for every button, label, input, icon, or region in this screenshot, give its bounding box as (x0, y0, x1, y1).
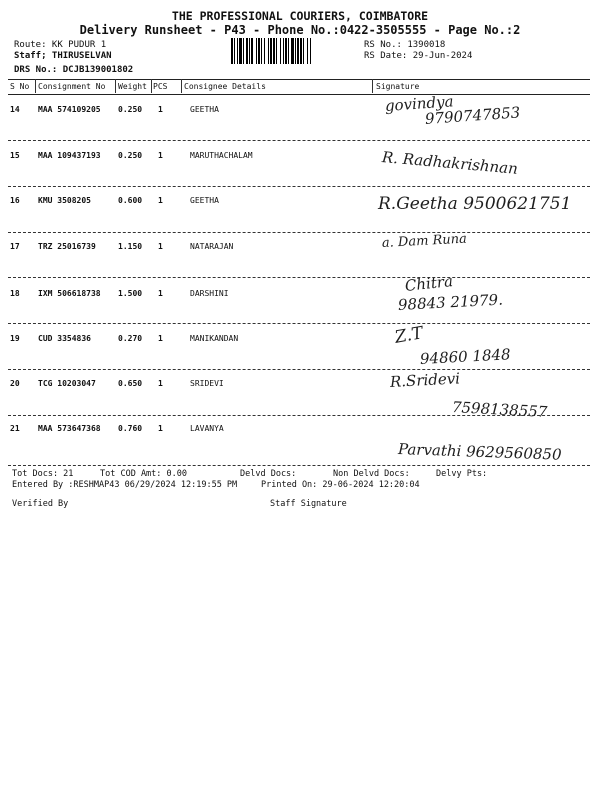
row-consignment: MAA 574109205 (38, 105, 101, 114)
row-sno: 15 (10, 151, 20, 160)
rs-number: RS No.: 1390018 (364, 40, 446, 50)
route-label: Route: KK PUDUR 1 (14, 40, 107, 50)
row-separator (8, 415, 590, 416)
row-weight: 1.500 (118, 289, 143, 298)
signature: govindya (384, 92, 455, 115)
row-consignee: DARSHINI (190, 289, 229, 298)
row-pcs: 1 (158, 379, 163, 388)
row-weight: 0.760 (118, 424, 143, 433)
row-separator (8, 186, 590, 187)
signature: Parvathi 9629560850 (397, 440, 562, 464)
row-separator (8, 323, 590, 324)
row-pcs: 1 (158, 289, 163, 298)
row-consignee: GEETHA (190, 105, 219, 114)
col-divider (372, 79, 373, 93)
row-consignment: TCG 10203047 (38, 379, 96, 388)
delivery-points: Delvy Pts: (436, 469, 488, 479)
total-cod-amount: Tot COD Amt: 0.00 (100, 469, 187, 479)
row-sno: 20 (10, 379, 20, 388)
signature-phone: 7598138557 (451, 398, 548, 421)
col-divider (151, 79, 152, 93)
signature: R.Sridevi (389, 369, 461, 391)
col-divider (35, 79, 36, 93)
row-sno: 19 (10, 334, 20, 343)
row-separator (8, 277, 590, 278)
rs-date: RS Date: 29-Jun-2024 (364, 51, 473, 61)
row-consignee: GEETHA (190, 196, 219, 205)
staff-signature-label: Staff Signature (270, 499, 347, 509)
signature: R.Geetha 9500621751 (378, 194, 572, 214)
row-sno: 21 (10, 424, 20, 433)
row-consignment: TRZ 25016739 (38, 242, 96, 251)
signature-phone: 98843 21979. (397, 290, 504, 314)
drs-number: DRS No.: DCJB139001802 (14, 65, 134, 75)
runsheet-subtitle: Delivery Runsheet - P43 - Phone No.:0422-3505555 - Page No.:2 (79, 23, 521, 37)
signature: a. Dam Runa (381, 231, 468, 251)
row-consignee: SRIDEVI (190, 379, 224, 388)
row-sno: 17 (10, 242, 20, 251)
table-top-line (8, 79, 590, 80)
col-divider (181, 79, 182, 93)
col-header-consignee: Consignee Details (184, 82, 266, 91)
table-header-bottom-line (8, 94, 590, 95)
total-docs: Tot Docs: 21 (12, 469, 74, 479)
signature: R. Radhakrishnan (381, 148, 519, 178)
non-delivered-docs: Non Delvd Docs: (333, 469, 410, 479)
row-consignment: KMU 3508205 (38, 196, 91, 205)
row-pcs: 1 (158, 105, 163, 114)
verified-by-label: Verified By (12, 499, 69, 509)
signature: Chitra (404, 272, 454, 295)
entered-by: Entered By :RESHMAP43 06/29/2024 12:19:55 PM (12, 480, 238, 490)
row-pcs: 1 (158, 151, 163, 160)
row-sno: 16 (10, 196, 20, 205)
row-separator (8, 232, 590, 233)
col-header-signature: Signature (376, 82, 420, 91)
col-divider (115, 79, 116, 93)
row-separator (8, 369, 590, 370)
row-pcs: 1 (158, 334, 163, 343)
row-sno: 14 (10, 105, 20, 114)
col-header-weight: Weight (118, 82, 147, 91)
row-consignee: NATARAJAN (190, 242, 234, 251)
row-pcs: 1 (158, 424, 163, 433)
signature: Z.T (393, 323, 425, 348)
col-header-sno: S No (10, 82, 30, 91)
row-pcs: 1 (158, 196, 163, 205)
company-title: THE PROFESSIONAL COURIERS, COIMBATORE (171, 9, 429, 23)
row-consignee: MANIKANDAN (190, 334, 239, 343)
signature-phone: 94860 1848 (419, 345, 512, 368)
row-separator (8, 140, 590, 141)
row-consignee: MARUTHACHALAM (190, 151, 253, 160)
row-weight: 0.250 (118, 105, 143, 114)
row-consignment: CUD 3354836 (38, 334, 91, 343)
row-consignment: MAA 109437193 (38, 151, 101, 160)
staff-label: Staff; THIRUSELVAN (14, 51, 112, 61)
row-separator (8, 465, 590, 466)
printed-on: Printed On: 29-06-2024 12:20:04 (261, 480, 420, 490)
row-sno: 18 (10, 289, 20, 298)
row-consignment: IXM 506618738 (38, 289, 101, 298)
row-weight: 1.150 (118, 242, 143, 251)
row-weight: 0.600 (118, 196, 143, 205)
row-weight: 0.650 (118, 379, 143, 388)
delivered-docs: Delvd Docs: (240, 469, 297, 479)
row-weight: 0.250 (118, 151, 143, 160)
col-header-consignment: Consignment No (38, 82, 106, 91)
signature-phone: 9790747853 (424, 103, 521, 128)
row-weight: 0.270 (118, 334, 143, 343)
row-pcs: 1 (158, 242, 163, 251)
row-consignee: LAVANYA (190, 424, 224, 433)
row-consignment: MAA 573647368 (38, 424, 101, 433)
col-header-pcs: PCS (153, 82, 168, 91)
barcode (229, 38, 357, 64)
